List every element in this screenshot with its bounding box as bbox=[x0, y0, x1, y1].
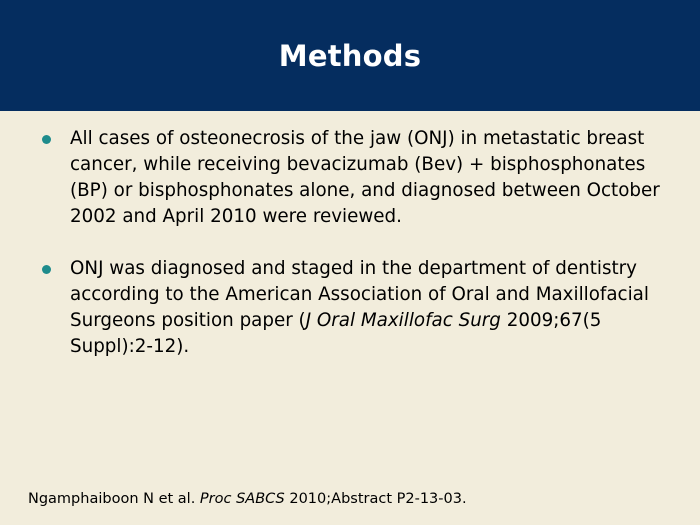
bullet-text-2-lead: ONJ was diagnosed and staged in the department of dentistry according to the American Association of Oral and Maxillofacial Surgeons position paper ( bbox=[70, 258, 649, 331]
title-bar bbox=[0, 0, 700, 111]
bullet-text-1: All cases of osteonecrosis of the jaw (ONJ) in metastatic breast cancer, while receiving bevacizumab (Bev) + bisphosphonates (BP) or bisphosphonates alone, and diagnosed between October 2002 and April 2010 were reviewed. bbox=[70, 128, 660, 227]
bullet-dot-icon bbox=[42, 135, 51, 144]
bullet-text-2-tail: 2009;67(5 Suppl):2-12). bbox=[70, 310, 602, 357]
footer-abstract: 2010;Abstract P2-13-03. bbox=[284, 491, 467, 507]
footer-authors: Ngamphaiboon N et al. bbox=[28, 491, 200, 507]
reference-footer bbox=[28, 489, 467, 509]
slide-title: Methods bbox=[278, 39, 422, 73]
bullet-item-2 bbox=[42, 256, 662, 360]
bullet-list bbox=[42, 126, 662, 360]
bullet-text-2 bbox=[70, 258, 649, 357]
bullet-item-1 bbox=[42, 126, 662, 230]
bullet-dot-icon bbox=[42, 265, 51, 274]
journal-citation: J Oral Maxillofac Surg bbox=[305, 310, 501, 331]
footer-journal: Proc SABCS bbox=[199, 491, 285, 507]
